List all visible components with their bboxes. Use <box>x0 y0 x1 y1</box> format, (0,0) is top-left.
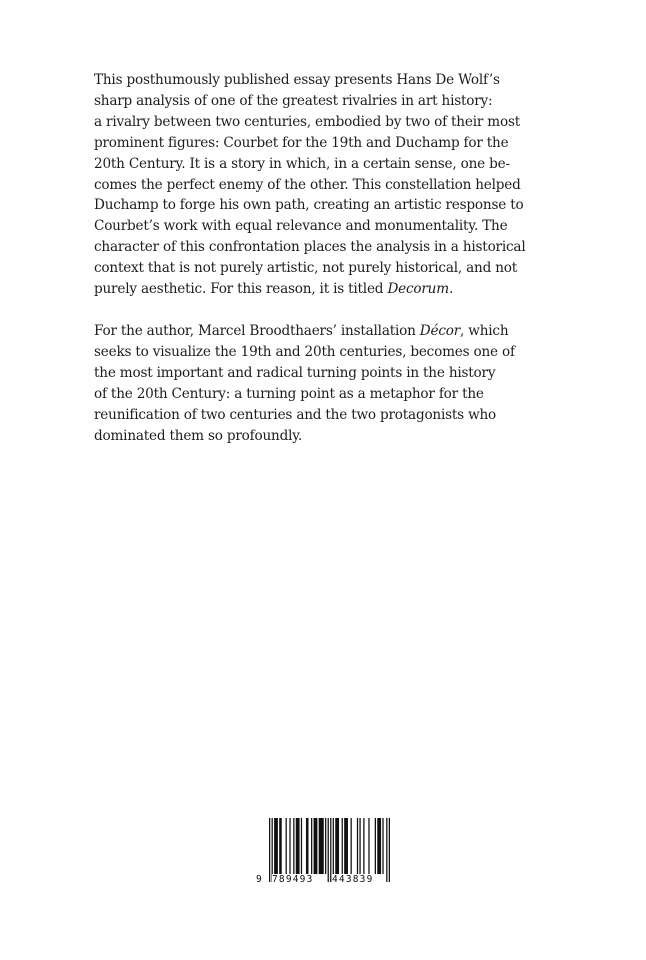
blurb-paragraph-2 <box>94 321 550 446</box>
barcode-guard-bar <box>269 818 270 882</box>
text-fragment: purely aesthetic. For this reason, it is titled <box>94 281 388 298</box>
barcode-digits-right: 443839 <box>332 874 374 885</box>
text-line: context that is not purely artistic, not purely historical, and not <box>94 260 518 277</box>
barcode-bar <box>279 818 282 874</box>
barcode-bar <box>359 818 360 874</box>
barcode-digit-prefix: 9 <box>256 874 263 885</box>
blurb-paragraph-1 <box>94 70 550 300</box>
barcode-bar <box>375 818 376 874</box>
text-fragment: . <box>448 281 454 298</box>
text-line: Duchamp to forge his own path, creating an artistic response to <box>94 197 524 214</box>
text-line: This posthumously published essay presents Hans De Wolf’s <box>94 72 500 88</box>
book-title-italic: Decorum <box>387 281 449 298</box>
text-line: reunification of two centuries and the two protagonists who <box>94 406 497 423</box>
barcode-bar <box>274 818 278 874</box>
text-line: dominated them so profoundly. <box>94 427 303 444</box>
barcode-bar <box>342 818 343 874</box>
barcode-bar <box>289 818 290 874</box>
barcode-bar <box>296 818 300 874</box>
text-line: Courbet’s work with equal relevance and monumentality. The <box>94 218 508 235</box>
text-fragment: For the author, Marcel Broodthaers’ installation <box>94 322 420 339</box>
text-line: 20th Century. It is a story in which, in a certain sense, one be- <box>94 155 510 172</box>
text-line: character of this confrontation places the analysis in a historical <box>94 239 526 256</box>
barcode-bar <box>344 818 348 874</box>
barcode-guard-bar <box>386 818 387 882</box>
barcode-guard-bar <box>328 818 329 882</box>
barcode-bar <box>333 818 334 874</box>
text-line: sharp analysis of one of the greatest rivalries in art history: <box>94 92 493 109</box>
barcode-guard-bar <box>389 818 390 882</box>
barcode-bar <box>382 818 383 874</box>
text-line: prominent figures: Courbet for the 19th and Duchamp for the <box>94 134 509 151</box>
barcode-bar <box>314 818 318 874</box>
barcode-bar <box>351 818 352 874</box>
barcode-bar <box>286 818 287 874</box>
text-line <box>94 321 550 342</box>
barcode-bar <box>293 818 294 874</box>
barcode-guard-bar <box>272 818 273 882</box>
barcode-bar <box>335 818 339 874</box>
barcode-guard-bar <box>330 818 331 882</box>
barcode-bar <box>325 818 326 874</box>
text-line: seeks to visualize the 19th and 20th centuries, becomes one of <box>94 343 515 360</box>
text-fragment: , which <box>460 322 509 339</box>
barcode-bar <box>311 818 312 874</box>
barcode-bar <box>357 818 358 874</box>
barcode-bar <box>377 818 381 874</box>
barcode-bar <box>301 818 302 874</box>
barcode-digits-left: 789493 <box>272 874 314 885</box>
barcode-bar <box>363 818 364 874</box>
back-cover-blurb <box>94 70 550 467</box>
text-line <box>94 279 550 300</box>
text-line: a rivalry between two centuries, embodied by two of their most <box>94 113 520 130</box>
text-line: comes the perfect enemy of the other. This constellation helped <box>94 176 521 193</box>
text-line: the most important and radical turning points in the history <box>94 364 496 381</box>
barcode-bar <box>306 818 309 874</box>
text-line: of the 20th Century: a turning point as a metaphor for the <box>94 385 484 402</box>
isbn-barcode <box>258 818 390 892</box>
artwork-title-italic: Décor <box>419 322 461 339</box>
barcode-bar <box>319 818 324 874</box>
barcode-bar <box>368 818 369 874</box>
